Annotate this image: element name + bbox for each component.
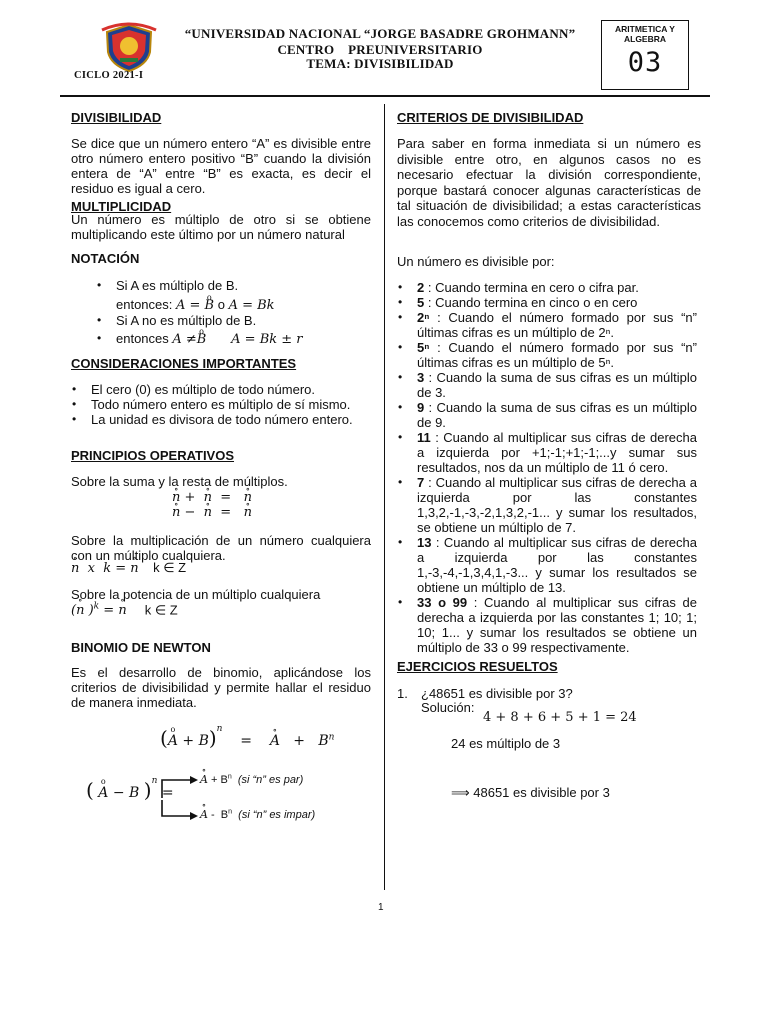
list-item [397,475,697,535]
list-item [397,340,697,370]
binomio-impar-case: ∘ A - $B^n$ (si “n” es impar) [200,808,315,821]
list-item [397,400,697,430]
ejercicio-1-question: ¿48651 es divisible por 3? [421,686,573,701]
criterio-number: 2 [417,280,425,295]
binomio-sum-formula: (o A + B)$^n$ = ∘ $A + B^n$ [160,726,334,750]
criterio-text: : Cuando al multiplicar sus cifras de derecha a izquierda por las constantes 1,3,2,-1,-3,-2,1,3,2,-1... y sumar los resultados, se obtiene un múltiplo de 7. [417,475,697,535]
criterio-text: : Cuando al multiplicar sus cifras de derecha a izquierda por +1;-1;+1;-1;...y sumar sus resultados, nos da un múltiplo de 11 ó cero. [417,430,697,475]
divisibilidad-paragraph: Se dice que un número entero “A” es divisible entre otro número entero positivo “B” cuando la división entera de “A” entre “B” es exacta, es decir el residuo es igual a cero. [71,136,371,196]
criterio-text: : Cuando el número formado por sus “n” últimas cifras es un múltiplo de 5ⁿ. [417,340,697,370]
list-item [397,310,697,340]
list-item [94,313,374,328]
impar-label: (si “n” es impar) [238,809,316,821]
principios-mult: Sobre la multiplicación de un número cualquiera con un múltiplo cualquiera. [71,533,371,563]
ejercicio-1-multiple: 24 es múltiplo de 3 [451,736,561,751]
criterio-number: 3 [417,370,425,385]
criterio-number: 11 [417,430,431,445]
par-label: (si “n” es par) [237,774,304,786]
criterio-text: : Cuando al multiplicar sus cifras de derecha a izquierda por las constantes 1; 10; 1; 10; 1... y sumar los resultados se obtiene un múltiplo de 33 o 99 respectivamente. [417,595,697,655]
criterio-number: 7 [417,475,425,490]
list-item: • El cero (0) es múltiplo de todo número. [71,382,371,397]
criterio-number: 2ⁿ [417,310,430,325]
criterio-number: 13 [417,535,432,550]
criterio-text: : Cuando al multiplicar sus cifras de derecha a izquierda por las constantes 1,-3,-4,-1,3,4,1,-3... y sumar los resultados se obtiene un múltiplo de 13. [417,535,697,595]
criterio-text: : Cuando la suma de sus cifras es un múltiplo de 3. [417,370,697,400]
mult-formula: ∘ n x k = ∘ n k ∈ Z [71,560,186,576]
subject-line-2: ALGEBRA [623,34,667,44]
binomio-diff-formula: ( o A − B )$^n$ = [86,778,174,802]
ejercicio-1-conclusion: ⟹ 48651 es divisible por 3 [451,785,610,800]
center-name: CENTRO PREUNIVERSITARIO [277,42,483,57]
mult-k-domain: k ∈ Z [153,560,187,575]
principios-heading: PRINCIPIOS OPERATIVOS [71,448,235,463]
list-item [94,278,374,293]
criterio-text: : Cuando la suma de sus cifras es un múltiplo de 9. [417,400,697,430]
list-item [397,295,697,310]
column-divider [384,104,385,890]
unit-number: 03 [627,47,663,78]
criterio-number: 9 [417,400,425,415]
subject-label [602,24,688,44]
consideraciones-list [71,382,371,427]
criterio-text: : Cuando termina en cinco o en cero [424,295,638,310]
list-item [397,595,697,655]
header-rule [60,95,710,97]
criterio-text: : Cuando el número formado por sus “n” últimas cifras es un múltiplo de 2ⁿ. [417,310,697,340]
page-number: 1 [378,902,384,913]
divisible-por-intro: Un número es divisible por: [397,254,555,269]
notacion-item-1: Si A es múltiplo de B. [116,278,239,293]
ejercicio-1-number: 1. [397,686,408,701]
ejercicios-heading: EJERCICIOS RESUELTOS [397,659,558,674]
list-item: entonces: A = o B o A = Bk [94,297,374,313]
criterio-number: 5ⁿ [417,340,430,355]
list-item: • Todo número entero es múltiplo de sí mismo. [71,397,371,412]
notacion-entonces-2: entonces [116,331,173,346]
list-item [397,430,697,475]
consideraciones-heading: CONSIDERACIONES IMPORTANTES [71,356,297,371]
principios-suma: Sobre la suma y la resta de múltiplos. [71,474,288,489]
pot-formula: (∘ n )$^k$ = ∘ n k ∈ Z [71,602,178,618]
notacion-list [94,278,374,347]
list-item [397,535,697,595]
criterio-number: 5 [417,295,425,310]
divisibilidad-heading: DIVISIBILIDAD [71,110,162,125]
university-name: “UNIVERSIDAD NACIONAL “JORGE BASADRE GROHMANN” [184,26,576,41]
university-logo [100,22,158,74]
list-item [397,280,697,295]
notacion-entonces: entonces: [116,297,176,312]
topic-title: TEMA: DIVISIBILIDAD [306,56,454,71]
binomio-par-case: ∘ $A + B^n$ (si “n” es par) [200,773,303,786]
list-item [397,370,697,400]
suma-formula: ∘ n + ∘ n = ∘ n ∘ n − ∘ n = ∘ n [172,490,252,520]
ejercicio-1-sum: 4 + 8 + 6 + 5 + 1 = 24 [483,710,637,725]
ejercicio-1-solucion: Solución: [421,700,475,715]
multiplicidad-paragraph: Un número es múltiplo de otro si se obtiene multiplicando este último por un número natural [71,212,371,242]
cycle-label: CICLO 2021-I [74,70,144,81]
criterio-number: 33 o 99 [417,595,468,610]
criterios-list [397,280,697,655]
criterios-paragraph: Para saber en forma inmediata si un número es divisible entre otro, en algunos casos no es necesario efectuar la división correspondiente, porque bastará conocer algunas características de tal situación de divisibilidad; a estas características las conocemos como criterios de divisibilidad. [397,136,701,229]
list-item: • entonces A ≠o B A = Bk ± r [94,331,374,347]
notacion-heading: NOTACIÓN [71,251,140,266]
multiplicidad-heading: MULTIPLICIDAD [71,199,172,214]
list-item: • La unidad es divisora de todo número entero. [71,412,371,427]
binomio-heading: BINOMIO DE NEWTON [71,640,211,655]
notacion-or: o [214,297,229,312]
notacion-item-2: Si A no es múltiplo de B. [116,313,257,328]
principios-pot: Sobre la potencia de un múltiplo cualquiera [71,587,321,602]
criterios-heading: CRITERIOS DE DIVISIBILIDAD [397,110,584,125]
subject-line-1: ARITMETICA Y [615,24,675,34]
subject-box [601,20,689,90]
pot-k-domain: k ∈ Z [144,602,178,618]
binomio-paragraph: Es el desarrollo de binomio, aplicándose los criterios de divisibilidad y permite hallar el residuo de manera inmediata. [71,665,371,710]
criterio-text: : Cuando termina en cero o cifra par. [424,280,639,295]
